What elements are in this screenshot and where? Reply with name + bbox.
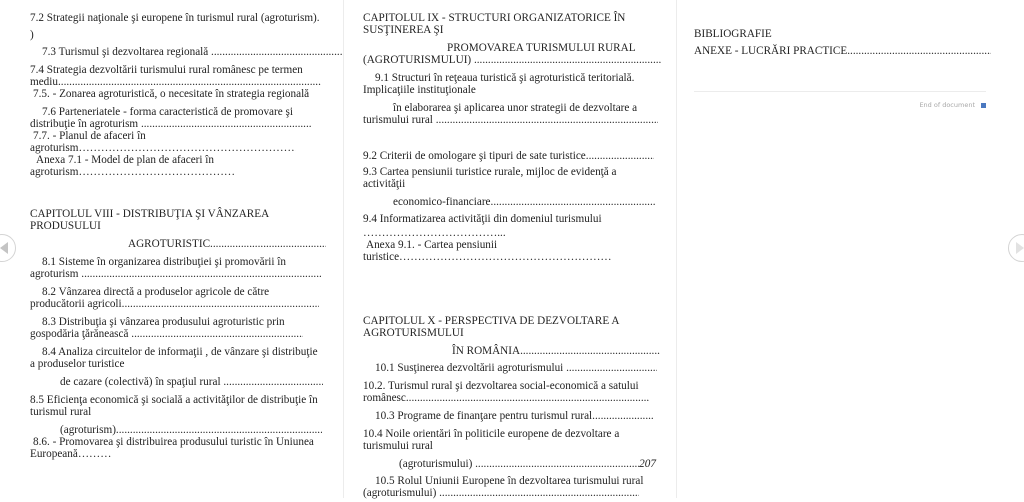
toc-entry-text: românesc (363, 392, 406, 404)
chapter-9-heading-end[interactable] (363, 54, 661, 66)
toc-entry-8-6-cont: Europeană……… (30, 448, 112, 460)
toc-annex-9-1[interactable]: Anexa 9.1. - Cartea pensiunii (366, 239, 498, 251)
toc-entry-8-3[interactable]: 8.3 Distribuţia şi vânzarea produsului agroturistic prin (42, 316, 285, 328)
toc-entry-7-6-cont[interactable] (30, 118, 311, 130)
toc-entry-text: (agroturism) (60, 424, 116, 436)
toc-entry-text: (AGROTURISMULUI) (363, 54, 474, 66)
dot-leader (436, 114, 658, 126)
toc-entry-text: agroturism (30, 142, 79, 154)
toc-entry-10-1[interactable] (375, 362, 657, 374)
toc-entry-8-4[interactable]: 8.4 Analiza circuitelor de informaţii , de vânzare şi distribuţie (42, 346, 318, 358)
toc-entry-text: economico-financiare (393, 196, 491, 208)
toc-entry-8-4-cont: a produselor turistice (30, 358, 125, 370)
toc-entry-7-6[interactable]: 7.6 Parteneriatele - forma caracteristică de promovare şi (42, 106, 293, 118)
dot-leader (131, 328, 303, 340)
dot-leader (520, 345, 660, 357)
toc-entry-8-1[interactable]: 8.1 Sisteme în organizarea distribuţiei şi promovării în (42, 256, 287, 268)
dot-leader (81, 268, 321, 280)
toc-entry-text: agroturism (30, 166, 79, 178)
toc-entry-text: ANEXE - LUCRĂRI PRACTICE (694, 45, 848, 57)
dot-leader (566, 362, 657, 374)
chevron-right-icon (1016, 242, 1024, 254)
chevron-left-icon (0, 242, 8, 254)
dot-leader (847, 45, 991, 57)
toc-entry-7-7[interactable]: 7.7. - Planul de afaceri în (33, 130, 146, 142)
chapter-10-heading-end[interactable] (452, 345, 660, 357)
toc-entry-10-4-cont: turismului rural (363, 440, 433, 452)
chapter-8-heading[interactable]: CAPITOLUL VIII - DISTRIBUŢIA ŞI VÂNZAREA (30, 208, 270, 220)
document-page-3 (678, 0, 1024, 502)
dot-leader (58, 76, 321, 88)
toc-entry-text: 9.2 Criterii de omologare şi tipuri de sate turistice (363, 150, 586, 162)
dot-leader (586, 150, 654, 162)
toc-entry-9-3-cont: activităţii (363, 178, 406, 190)
dot-leader (122, 298, 319, 310)
toc-entry-text: producătorii agricoli (30, 298, 122, 310)
toc-entry-text: 10.3 Programe de finanţare pentru turismul rural (375, 410, 593, 422)
toc-entry-8-6[interactable]: 8.6. - Promovarea şi distribuirea produsului turistic în Uniunea (33, 436, 314, 448)
toc-entry-text: turistice (363, 251, 400, 263)
chapter-9-heading[interactable]: CAPITOLUL IX - STRUCTURI ORGANIZATORICE ÎN (363, 12, 626, 24)
dot-leader (210, 238, 326, 250)
dot-leader (78, 166, 234, 178)
document-page-1 (0, 0, 336, 502)
dot-leader (399, 251, 611, 263)
toc-entry-9-1-cont: Implicaţiile instituţionale (363, 84, 476, 96)
chapter-9-heading-line3: PROMOVAREA TURISMULUI RURAL (447, 42, 636, 54)
toc-entry-7-7-cont[interactable] (30, 142, 296, 154)
toc-annex-9-1-cont[interactable] (363, 251, 611, 263)
document-page-2 (343, 0, 677, 498)
end-marker-icon (981, 103, 986, 108)
toc-entry-10-2[interactable]: 10.2. Turismul rural şi dezvoltarea social-economică a satului (363, 380, 639, 392)
dot-leader (475, 458, 639, 470)
toc-entry-8-5-end[interactable] (60, 424, 322, 436)
toc-entry-9-3-end[interactable] (393, 196, 655, 208)
toc-entry-9-2[interactable] (363, 150, 654, 162)
dot-leader (491, 196, 655, 208)
chapter-10-heading-cont: AGROTURISMULUI (363, 327, 464, 339)
toc-entry-7-4-cont[interactable] (30, 76, 321, 88)
toc-entry-10-4-end[interactable] (399, 458, 656, 470)
dot-leader (223, 376, 323, 388)
toc-entry-9-4[interactable]: 9.4 Informatizarea activităţii din domeniul turismului (363, 213, 602, 225)
dot-leader (474, 54, 661, 66)
toc-entry-8-5[interactable]: 8.5 Eficienţa economică şi socială a activităţilor de distribuţie în (30, 394, 318, 406)
toc-entry-text: distribuţie în agroturism (30, 118, 141, 130)
toc-entry-10-3[interactable] (375, 410, 653, 422)
toc-entry-text: gospodăria ţărănească (30, 328, 132, 340)
toc-entry-text: 10.1 Susţinerea dezvoltării agroturismului (375, 362, 567, 374)
toc-entry-text: de cazare (colectivă) în spaţiul rural (60, 376, 224, 388)
toc-annex-7-1[interactable]: Anexa 7.1 - Model de plan de afaceri în (36, 154, 214, 166)
toc-entry-7-5[interactable]: 7.5. - Zonarea agroturistică, o necesitate în strategia regională (33, 88, 310, 100)
dot-leader (116, 424, 322, 436)
toc-entry-10-5[interactable]: 10.5 Rolul Uniunii Europene în dezvoltarea turismului rural (375, 475, 644, 487)
toc-entry-text: 7.3 Turismul şi dezvoltarea regională (42, 46, 212, 58)
toc-entry-10-5-cont[interactable] (363, 487, 639, 499)
toc-entry-7-2[interactable]: 7.2 Strategii naţionale şi europene în turismul rural (agroturism). (30, 12, 320, 24)
toc-annex-7-1-cont[interactable] (30, 166, 234, 178)
dot-leader (439, 487, 639, 499)
dot-leader (141, 118, 311, 130)
toc-entry-8-1-cont[interactable] (30, 268, 321, 280)
toc-bibliography[interactable]: BIBLIOGRAFIE (694, 28, 772, 40)
dot-leader (406, 392, 649, 404)
toc-entry-10-2-cont[interactable] (363, 392, 649, 404)
toc-entry-text: AGROTURISTIC (128, 238, 211, 250)
toc-entry-7-4[interactable]: 7.4 Strategia dezvoltării turismului rural românesc pe termen (30, 64, 303, 76)
dot-leader (211, 46, 357, 58)
toc-entry-7-2-cont: ) (30, 29, 34, 41)
toc-entry-9-3[interactable]: 9.3 Cartea pensiunii turistice rurale, mijloc de evidenţă a (363, 166, 617, 178)
chapter-8-heading-cont: PRODUSULUI (30, 220, 101, 232)
toc-entry-text: (agroturismului) (363, 487, 440, 499)
end-divider (694, 91, 986, 92)
toc-entry-text: mediu (30, 76, 58, 88)
toc-entry-7-3[interactable] (42, 46, 357, 58)
chapter-8-heading-end[interactable] (128, 238, 326, 250)
toc-entry-9-4-cont: ………………………………... (363, 227, 506, 239)
dot-leader (592, 410, 653, 422)
toc-entry-8-2[interactable]: 8.2 Vânzarea directă a produselor agricole de către (42, 286, 270, 298)
end-of-document-label (919, 99, 986, 111)
page-number: 207 (639, 458, 656, 470)
end-of-document-text: End of document (919, 101, 975, 109)
toc-entry-text: (agroturismului) (399, 458, 476, 470)
toc-entry-10-4[interactable]: 10.4 Noile orientări în politicile europene de dezvoltare a (363, 428, 620, 440)
toc-entry-9-1-end[interactable] (363, 114, 658, 126)
toc-entry-8-2-cont[interactable] (30, 298, 319, 310)
toc-entry-8-3-cont[interactable] (30, 328, 303, 340)
toc-entry-9-1-line3: în elaborarea şi aplicarea unor strategii de dezvoltare a (393, 102, 638, 114)
toc-entry-text: agroturism (30, 268, 82, 280)
toc-annexes[interactable] (694, 45, 991, 57)
chapter-9-heading-cont: SUSŢINEREA ŞI (363, 24, 444, 36)
chapter-10-heading[interactable]: CAPITOLUL X - PERSPECTIVA DE DEZVOLTARE A (363, 315, 620, 327)
toc-entry-8-4-end[interactable] (60, 376, 323, 388)
toc-entry-text: ÎN ROMÂNIA (452, 345, 521, 357)
dot-leader (78, 142, 296, 154)
toc-entry-9-1[interactable]: 9.1 Structuri în reţeaua turistică şi agroturistică teritorială. (375, 72, 635, 84)
toc-entry-8-5-cont: turismul rural (30, 406, 92, 418)
toc-entry-text: turismului rural (363, 114, 436, 126)
